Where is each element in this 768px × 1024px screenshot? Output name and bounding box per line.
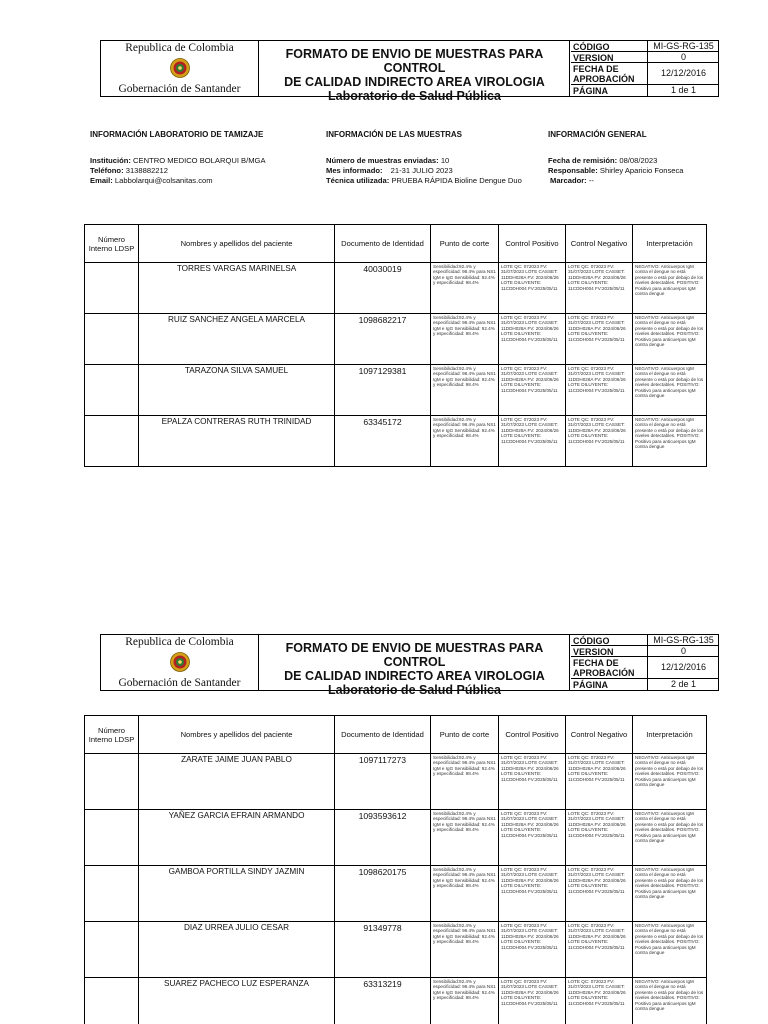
cell-patient-name: SUAREZ PACHECO LUZ ESPERANZA bbox=[139, 978, 335, 1024]
col-nombres: Nombres y apellidos del paciente bbox=[139, 716, 335, 754]
cell-patient-name: RUIZ SANCHEZ ANGELA MARCELA bbox=[139, 314, 335, 365]
page-header bbox=[100, 634, 719, 697]
info-laboratorio bbox=[90, 130, 320, 186]
meta-version-row bbox=[571, 52, 719, 63]
responsable-label: Responsable: bbox=[548, 166, 598, 175]
col-control-negativo: Control Negativo bbox=[566, 716, 633, 754]
header-title-line2: DE CALIDAD INDIRECTO AREA VIROLOGIA bbox=[284, 669, 545, 683]
col-interpretacion: Interpretación bbox=[633, 716, 707, 754]
marcador-value: -- bbox=[588, 176, 594, 185]
cell-interpretacion: NEGATIVO: Anticuerpos IgM contra el dengue no está presente o está por debajo de los niveles detectables. POSITIVO: Positivo para anticuerpos IgM contra dengue bbox=[633, 365, 707, 416]
cell-control-positivo: LOTE QC: 072023 FV: 31/07/2023 LOTE CASSET: 11DDH028A FV: 2024/06/26 LOTE DILUYENTE: 11CDDH004 FV:2025/05/11 bbox=[499, 810, 566, 866]
meta-version-label: VERSION bbox=[573, 53, 614, 63]
header-meta-cell bbox=[571, 41, 719, 96]
cell-interpretacion: NEGATIVO: Anticuerpos IgM contra el dengue no está presente o está por debajo de los niveles detectables. POSITIVO: Positivo para anticuerpos IgM contra dengue bbox=[633, 810, 707, 866]
cell-punto-corte: Sensibilidad:92.4% y especificidad: 98.4% para NS1 IgM e IgG Sensibilidad: 92.4% y especificidad: 98.4% bbox=[431, 314, 499, 365]
cell-punto-corte: Sensibilidad:92.4% y especificidad: 98.4% para NS1 IgM e IgG Sensibilidad: 92.4% y especificidad: 98.4% bbox=[431, 416, 499, 467]
tecnica-value: PRUEBA RÁPIDA Bioline Dengue Duo bbox=[391, 176, 522, 185]
col-punto-corte: Punto de corte bbox=[431, 716, 499, 754]
email-label: Email: bbox=[90, 176, 113, 185]
mes-informado-label: Mes informado: bbox=[326, 166, 383, 175]
tecnica-label: Técnica utilizada: bbox=[326, 176, 390, 185]
table-row bbox=[85, 866, 707, 922]
cell-numero-interno bbox=[85, 866, 139, 922]
cell-documento: 63313219 bbox=[335, 978, 431, 1024]
table-row bbox=[85, 314, 707, 365]
meta-pagina-row bbox=[571, 85, 719, 97]
cell-interpretacion: NEGATIVO: Anticuerpos IgM contra el dengue no está presente o está por debajo de los niveles detectables. POSITIVO: Positivo para anticuerpos IgM contra dengue bbox=[633, 922, 707, 978]
meta-codigo-value: MI-GS-RG-135 bbox=[647, 41, 719, 51]
table-row bbox=[85, 263, 707, 314]
header-subtitle: Laboratorio de Salud Pública bbox=[328, 89, 501, 103]
meta-fecha-row bbox=[571, 63, 719, 85]
cell-control-negativo: LOTE QC: 072023 FV: 31/07/2023 LOTE CASSET: 11DDH028A FV: 2024/06/26 LOTE DILUYENTE: 11CDDH004 FV:2025/05/11 bbox=[566, 263, 633, 314]
telefono-label: Teléfono: bbox=[90, 166, 124, 175]
cell-punto-corte: Sensibilidad:92.4% y especificidad: 98.4% para NS1 IgM e IgG Sensibilidad: 92.4% y especificidad: 98.4% bbox=[431, 978, 499, 1024]
header-title-line1: FORMATO DE ENVIO DE MUESTRAS PARA CONTROL bbox=[285, 47, 544, 75]
numero-muestras-value: 10 bbox=[440, 156, 450, 165]
meta-version-value: 0 bbox=[647, 646, 719, 656]
meta-codigo-row bbox=[571, 41, 719, 52]
header-logo-cell bbox=[101, 635, 259, 690]
cell-documento: 63345172 bbox=[335, 416, 431, 467]
meta-fecha-label: FECHA DE APROBACIÓN bbox=[573, 658, 635, 678]
meta-fecha-value: 12/12/2016 bbox=[647, 63, 719, 84]
institucion-value: CENTRO MEDICO BOLARQUI B/MGA bbox=[133, 156, 266, 165]
meta-pagina-value: 2 de 1 bbox=[647, 679, 719, 691]
cell-control-positivo: LOTE QC: 072023 FV: 31/07/2023 LOTE CASSET: 11DDH028A FV: 2024/06/26 LOTE DILUYENTE: 11CDDH004 FV:2025/05/11 bbox=[499, 314, 566, 365]
cell-control-negativo: LOTE QC: 072023 FV: 31/07/2023 LOTE CASSET: 11DDH028A FV: 2024/06/26 LOTE DILUYENTE: 11CDDH004 FV:2025/05/11 bbox=[566, 978, 633, 1024]
meta-pagina-row bbox=[571, 679, 719, 691]
header-title-line1: FORMATO DE ENVIO DE MUESTRAS PARA CONTROL bbox=[285, 641, 544, 669]
cell-numero-interno bbox=[85, 922, 139, 978]
institucion-label: Institución: bbox=[90, 156, 131, 165]
cell-numero-interno bbox=[85, 810, 139, 866]
table-row bbox=[85, 365, 707, 416]
meta-version-value: 0 bbox=[647, 52, 719, 62]
table-header-row bbox=[85, 225, 707, 263]
meta-codigo-value: MI-GS-RG-135 bbox=[647, 635, 719, 645]
cell-numero-interno bbox=[85, 754, 139, 810]
cell-patient-name: EPALZA CONTRERAS RUTH TRINIDAD bbox=[139, 416, 335, 467]
cell-documento: 91349778 bbox=[335, 922, 431, 978]
meta-pagina-value: 1 de 1 bbox=[647, 85, 719, 97]
cell-patient-name: DIAZ URREA JULIO CESAR bbox=[139, 922, 335, 978]
col-numero-interno: Número Interno LDSP bbox=[85, 716, 139, 754]
santander-seal-icon bbox=[170, 652, 190, 672]
header-gobernacion: Gobernación de Santander bbox=[118, 83, 241, 95]
info-laboratorio-title: INFORMACIÓN LABORATORIO DE TAMIZAJE bbox=[90, 130, 264, 139]
info-general bbox=[548, 130, 758, 186]
table-row bbox=[85, 810, 707, 866]
cell-patient-name: TORRES VARGAS MARINELSA bbox=[139, 263, 335, 314]
cell-control-positivo: LOTE QC: 072023 FV: 31/07/2023 LOTE CASSET: 11DDH028A FV: 2024/06/26 LOTE DILUYENTE: 11CDDH004 FV:2025/05/11 bbox=[499, 866, 566, 922]
col-interpretacion: Interpretación bbox=[633, 225, 707, 263]
col-documento: Documento de Identidad bbox=[335, 225, 431, 263]
cell-documento: 1097117273 bbox=[335, 754, 431, 810]
col-punto-corte: Punto de corte bbox=[431, 225, 499, 263]
cell-control-negativo: LOTE QC: 072023 FV: 31/07/2023 LOTE CASSET: 11DDH028A FV: 2024/06/26 LOTE DILUYENTE: 11CDDH004 FV:2025/05/11 bbox=[566, 866, 633, 922]
header-title-cell bbox=[260, 41, 570, 103]
meta-pagina-label: PÁGINA bbox=[573, 680, 609, 690]
numero-muestras-label: Número de muestras enviadas: bbox=[326, 156, 439, 165]
col-nombres: Nombres y apellidos del paciente bbox=[139, 225, 335, 263]
cell-documento: 1098682217 bbox=[335, 314, 431, 365]
info-general-title: INFORMACIÓN GENERAL bbox=[548, 130, 647, 139]
cell-control-negativo: LOTE QC: 072023 FV: 31/07/2023 LOTE CASSET: 11DDH028A FV: 2024/06/26 LOTE DILUYENTE: 11CDDH004 FV:2025/05/11 bbox=[566, 754, 633, 810]
cell-numero-interno bbox=[85, 978, 139, 1024]
header-republica: Republica de Colombia bbox=[125, 636, 234, 648]
mes-informado-value: 21-31 JULIO 2023 bbox=[390, 166, 453, 175]
cell-patient-name: ZARATE JAIME JUAN PABLO bbox=[139, 754, 335, 810]
cell-numero-interno bbox=[85, 263, 139, 314]
table-row bbox=[85, 754, 707, 810]
header-title-cell bbox=[260, 635, 570, 697]
cell-numero-interno bbox=[85, 416, 139, 467]
meta-version-label: VERSION bbox=[573, 647, 614, 657]
cell-control-negativo: LOTE QC: 072023 FV: 31/07/2023 LOTE CASSET: 11DDH028A FV: 2024/06/26 LOTE DILUYENTE: 11CDDH004 FV:2025/05/11 bbox=[566, 810, 633, 866]
cell-documento: 1098620175 bbox=[335, 866, 431, 922]
col-documento: Documento de Identidad bbox=[335, 716, 431, 754]
cell-control-positivo: LOTE QC: 072023 FV: 31/07/2023 LOTE CASSET: 11DDH028A FV: 2024/06/26 LOTE DILUYENTE: 11CDDH004 FV:2025/05/11 bbox=[499, 922, 566, 978]
cell-punto-corte: Sensibilidad:92.4% y especificidad: 98.4% para NS1 IgM e IgG Sensibilidad: 92.4% y especificidad: 98.4% bbox=[431, 810, 499, 866]
meta-version-row bbox=[571, 646, 719, 657]
cell-interpretacion: NEGATIVO: Anticuerpos IgM contra el dengue no está presente o está por debajo de los niveles detectables. POSITIVO: Positivo para anticuerpos IgM contra dengue bbox=[633, 978, 707, 1024]
cell-punto-corte: Sensibilidad:92.4% y especificidad: 98.4% para NS1 IgM e IgG Sensibilidad: 92.4% y especificidad: 98.4% bbox=[431, 365, 499, 416]
header-gobernacion: Gobernación de Santander bbox=[118, 677, 241, 689]
meta-codigo-label: CÓDIGO bbox=[573, 42, 610, 52]
header-meta-cell bbox=[571, 635, 719, 690]
table-row bbox=[85, 416, 707, 467]
cell-interpretacion: NEGATIVO: Anticuerpos IgM contra el dengue no está presente o está por debajo de los niveles detectables. POSITIVO: Positivo para anticuerpos IgM contra dengue bbox=[633, 416, 707, 467]
table-row bbox=[85, 978, 707, 1024]
cell-interpretacion: NEGATIVO: Anticuerpos IgM contra el dengue no está presente o está por debajo de los niveles detectables. POSITIVO: Positivo para anticuerpos IgM contra dengue bbox=[633, 263, 707, 314]
cell-punto-corte: Sensibilidad:92.4% y especificidad: 98.4% para NS1 IgM e IgG Sensibilidad: 92.4% y especificidad: 98.4% bbox=[431, 263, 499, 314]
cell-control-positivo: LOTE QC: 072023 FV: 31/07/2023 LOTE CASSET: 11DDH028A FV: 2024/06/26 LOTE DILUYENTE: 11CDDH004 FV:2025/05/11 bbox=[499, 263, 566, 314]
info-muestras-title: INFORMACIÓN DE LAS MUESTRAS bbox=[326, 130, 462, 139]
samples-table-page1 bbox=[84, 224, 707, 467]
col-control-positivo: Control Positivo bbox=[499, 716, 566, 754]
cell-patient-name: YAÑEZ GARCIA EFRAIN ARMANDO bbox=[139, 810, 335, 866]
header-subtitle: Laboratorio de Salud Pública bbox=[328, 683, 501, 697]
fecha-remision-value: 08/08/2023 bbox=[619, 156, 658, 165]
telefono-value: 3138882212 bbox=[125, 166, 168, 175]
col-numero-interno: Número Interno LDSP bbox=[85, 225, 139, 263]
cell-control-positivo: LOTE QC: 072023 FV: 31/07/2023 LOTE CASSET: 11DDH028A FV: 2024/06/26 LOTE DILUYENTE: 11CDDH004 FV:2025/05/11 bbox=[499, 365, 566, 416]
meta-fecha-row bbox=[571, 657, 719, 679]
meta-codigo-row bbox=[571, 635, 719, 646]
cell-control-positivo: LOTE QC: 072023 FV: 31/07/2023 LOTE CASSET: 11DDH028A FV: 2024/06/26 LOTE DILUYENTE: 11CDDH004 FV:2025/05/11 bbox=[499, 978, 566, 1024]
meta-fecha-label: FECHA DE APROBACIÓN bbox=[573, 64, 635, 84]
col-control-negativo: Control Negativo bbox=[566, 225, 633, 263]
cell-numero-interno bbox=[85, 365, 139, 416]
cell-patient-name: GAMBOA PORTILLA SINDY JAZMIN bbox=[139, 866, 335, 922]
cell-documento: 40030019 bbox=[335, 263, 431, 314]
marcador-label: Marcador: bbox=[550, 176, 587, 185]
cell-documento: 1093593612 bbox=[335, 810, 431, 866]
table-header-row bbox=[85, 716, 707, 754]
meta-codigo-label: CÓDIGO bbox=[573, 636, 610, 646]
fecha-remision-label: Fecha de remisión: bbox=[548, 156, 618, 165]
cell-control-negativo: LOTE QC: 072023 FV: 31/07/2023 LOTE CASSET: 11DDH028A FV: 2024/06/26 LOTE DILUYENTE: 11CDDH004 FV:2025/05/11 bbox=[566, 365, 633, 416]
cell-numero-interno bbox=[85, 314, 139, 365]
header-logo-cell bbox=[101, 41, 259, 96]
santander-seal-icon bbox=[170, 58, 190, 78]
email-value: Labbolarqui@colsanitas.com bbox=[114, 176, 213, 185]
header-republica: Republica de Colombia bbox=[125, 42, 234, 54]
cell-control-negativo: LOTE QC: 072023 FV: 31/07/2023 LOTE CASSET: 11DDH028A FV: 2024/06/26 LOTE DILUYENTE: 11CDDH004 FV:2025/05/11 bbox=[566, 416, 633, 467]
table-row bbox=[85, 922, 707, 978]
cell-punto-corte: Sensibilidad:92.4% y especificidad: 98.4% para NS1 IgM e IgG Sensibilidad: 92.4% y especificidad: 98.4% bbox=[431, 922, 499, 978]
header-title-line2: DE CALIDAD INDIRECTO AREA VIROLOGIA bbox=[284, 75, 545, 89]
meta-pagina-label: PÁGINA bbox=[573, 86, 609, 96]
samples-table-page2 bbox=[84, 715, 707, 1024]
cell-control-negativo: LOTE QC: 072023 FV: 31/07/2023 LOTE CASSET: 11DDH028A FV: 2024/06/26 LOTE DILUYENTE: 11CDDH004 FV:2025/05/11 bbox=[566, 314, 633, 365]
meta-fecha-value: 12/12/2016 bbox=[647, 657, 719, 678]
page-header bbox=[100, 40, 719, 103]
cell-interpretacion: NEGATIVO: Anticuerpos IgM contra el dengue no está presente o está por debajo de los niveles detectables. POSITIVO: Positivo para anticuerpos IgM contra dengue bbox=[633, 314, 707, 365]
responsable-value: Shirley Aparicio Fonseca bbox=[599, 166, 684, 175]
cell-documento: 1097129381 bbox=[335, 365, 431, 416]
cell-control-positivo: LOTE QC: 072023 FV: 31/07/2023 LOTE CASSET: 11DDH028A FV: 2024/06/26 LOTE DILUYENTE: 11CDDH004 FV:2025/05/11 bbox=[499, 754, 566, 810]
cell-control-positivo: LOTE QC: 072023 FV: 31/07/2023 LOTE CASSET: 11DDH028A FV: 2024/06/26 LOTE DILUYENTE: 11CDDH004 FV:2025/05/11 bbox=[499, 416, 566, 467]
cell-interpretacion: NEGATIVO: Anticuerpos IgM contra el dengue no está presente o está por debajo de los niveles detectables. POSITIVO: Positivo para anticuerpos IgM contra dengue bbox=[633, 866, 707, 922]
cell-control-negativo: LOTE QC: 072023 FV: 31/07/2023 LOTE CASSET: 11DDH028A FV: 2024/06/26 LOTE DILUYENTE: 11CDDH004 FV:2025/05/11 bbox=[566, 922, 633, 978]
cell-interpretacion: NEGATIVO: Anticuerpos IgM contra el dengue no está presente o está por debajo de los niveles detectables. POSITIVO: Positivo para anticuerpos IgM contra dengue bbox=[633, 754, 707, 810]
cell-punto-corte: Sensibilidad:92.4% y especificidad: 98.4% para NS1 IgM e IgG Sensibilidad: 92.4% y especificidad: 98.4% bbox=[431, 866, 499, 922]
cell-patient-name: TARAZONA SILVA SAMUEL bbox=[139, 365, 335, 416]
info-muestras bbox=[326, 130, 546, 186]
col-control-positivo: Control Positivo bbox=[499, 225, 566, 263]
cell-punto-corte: Sensibilidad:92.4% y especificidad: 98.4% para NS1 IgM e IgG Sensibilidad: 92.4% y especificidad: 98.4% bbox=[431, 754, 499, 810]
